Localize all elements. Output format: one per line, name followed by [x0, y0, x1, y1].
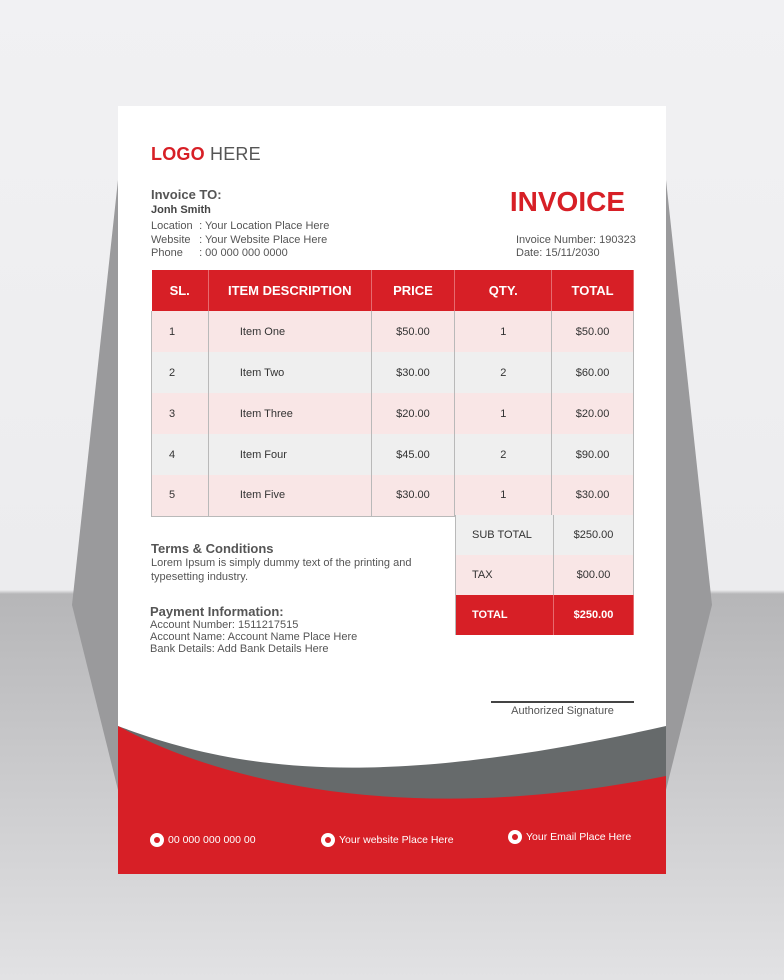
table-row — [152, 434, 634, 475]
subtotal-row — [456, 515, 634, 555]
logo-strong-text: LOGO — [151, 144, 205, 164]
cell-sl: 4 — [152, 434, 209, 475]
cell-price: $30.00 — [371, 352, 455, 393]
subtotal-label: SUB TOTAL — [456, 515, 554, 555]
payment-title: Payment Information: — [150, 604, 284, 619]
tax-row — [456, 555, 634, 595]
header-total: TOTAL — [552, 270, 634, 311]
total-value: $250.00 — [554, 595, 634, 635]
cell-qty: 1 — [455, 311, 552, 352]
bill-to-title: Invoice TO: — [151, 187, 222, 202]
footer-phone — [150, 833, 256, 847]
cell-total: $50.00 — [552, 311, 634, 352]
mail-icon — [508, 830, 522, 844]
location-label: Location — [151, 220, 193, 232]
cell-sl: 2 — [152, 352, 209, 393]
logo-light-text: HERE — [210, 144, 261, 164]
cell-price: $45.00 — [371, 434, 455, 475]
summary-table — [455, 515, 634, 635]
header-qty: QTY. — [455, 270, 552, 311]
tax-value: $00.00 — [554, 555, 634, 595]
bank-details: Bank Details: Add Bank Details Here — [150, 643, 329, 655]
cell-qty: 2 — [455, 434, 552, 475]
items-table — [151, 270, 634, 517]
account-name: Account Name: Account Name Place Here — [150, 631, 358, 643]
right-shadow-shape — [666, 180, 712, 790]
invoice-number: Invoice Number: 190323 — [516, 234, 636, 246]
phone-value: : 00 000 000 0000 — [199, 247, 288, 259]
globe-icon — [321, 833, 335, 847]
table-row — [152, 393, 634, 434]
client-name: Jonh Smith — [151, 204, 211, 216]
location-row — [151, 220, 329, 232]
signature-line — [491, 701, 634, 703]
logo — [151, 144, 261, 165]
cell-sl: 1 — [152, 311, 209, 352]
footer-email-text: Your Email Place Here — [526, 831, 632, 843]
cell-total: $90.00 — [552, 434, 634, 475]
cell-price: $20.00 — [371, 393, 455, 434]
cell-description: Item Four — [208, 434, 371, 475]
phone-label: Phone — [151, 247, 183, 259]
cell-qty: 1 — [455, 393, 552, 434]
footer-phone-text: 00 000 000 000 00 — [168, 834, 256, 846]
signature-label: Authorized Signature — [511, 705, 614, 717]
total-label: TOTAL — [456, 595, 554, 635]
cell-description: Item Three — [208, 393, 371, 434]
website-value: : Your Website Place Here — [199, 234, 328, 246]
cell-description: Item One — [208, 311, 371, 352]
footer-email — [508, 830, 631, 844]
invoice-title: INVOICE — [509, 186, 625, 217]
account-number: Account Number: 1511217515 — [150, 619, 299, 631]
location-value: : Your Location Place Here — [199, 220, 330, 232]
cell-sl: 5 — [152, 475, 209, 516]
phone-icon — [150, 833, 164, 847]
left-shadow-shape — [72, 180, 118, 790]
cell-total: $60.00 — [552, 352, 634, 393]
subtotal-value: $250.00 — [554, 515, 634, 555]
footer-website-text: Your website Place Here — [339, 834, 454, 846]
cell-total: $20.00 — [552, 393, 634, 434]
terms-text: Lorem Ipsum is simply dummy text of the printing and typesetting industry. — [151, 557, 412, 583]
table-row — [152, 352, 634, 393]
table-row — [152, 311, 634, 352]
cell-qty: 1 — [455, 475, 552, 516]
cell-price: $30.00 — [371, 475, 455, 516]
table-header-row — [152, 270, 634, 311]
terms-title: Terms & Conditions — [151, 541, 274, 556]
website-label: Website — [151, 234, 191, 246]
invoice-sheet — [118, 106, 666, 874]
phone-row — [151, 247, 288, 259]
header-description: ITEM DESCRIPTION — [208, 270, 371, 311]
cell-qty: 2 — [455, 352, 552, 393]
cell-sl: 3 — [152, 393, 209, 434]
footer-wave — [118, 716, 666, 874]
invoice-date: Date: 15/11/2030 — [516, 247, 600, 259]
cell-total: $30.00 — [552, 475, 634, 516]
cell-price: $50.00 — [371, 311, 455, 352]
cell-description: Item Two — [208, 352, 371, 393]
website-row — [151, 234, 327, 246]
header-price: PRICE — [371, 270, 455, 311]
cell-description: Item Five — [208, 475, 371, 516]
footer-website — [321, 833, 454, 847]
table-row — [152, 475, 634, 516]
header-sl: SL. — [152, 270, 209, 311]
tax-label: TAX — [456, 555, 554, 595]
total-row — [456, 595, 634, 635]
